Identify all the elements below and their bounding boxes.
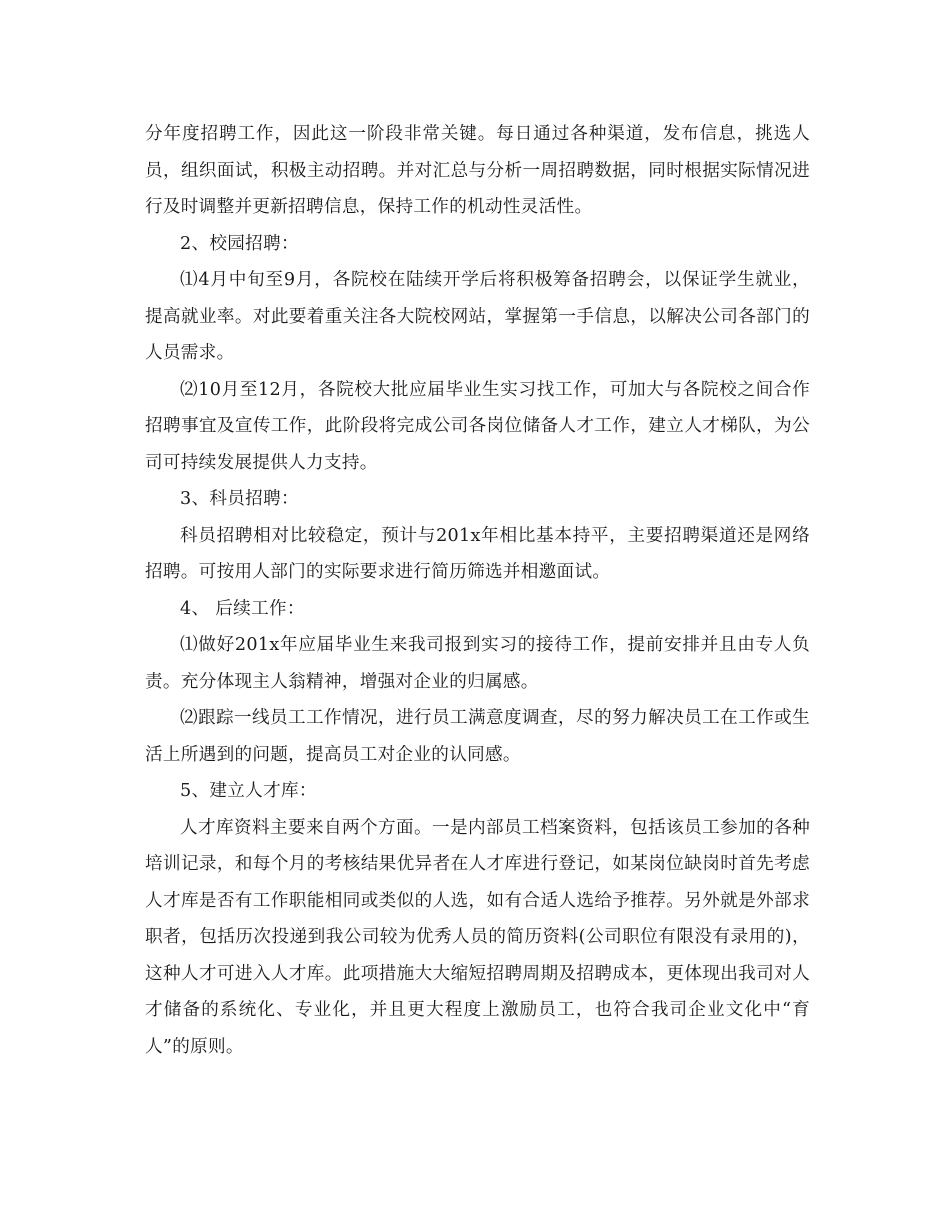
document-body xyxy=(145,116,810,1065)
heading-clerk-recruitment: 3、科员招聘： xyxy=(180,489,299,509)
paragraph-talent-pool: 人才库资料主要来自两个方面。一是内部员工档案资料，包括该员工参加的各种培训记录，和每个月的考核结果优异者在人才库进行登记，如某岗位缺岗时首先考虑人才库是否有工作职能相同或类似的人选，如有合适人选给予推荐。另外就是外部求职者，包括历次投递到我公司较为优秀人员的简历资料(公司职位有限没有录用的)，这种人才可进入人才库。此项措施大大缩短招聘周期及招聘成本，更体现出我司对人才储备的系统化、专业化，并且更大程度上激励员工，也符合我司企业文化中“育人”的原则。 xyxy=(145,817,810,1057)
paragraph-campus-item-2: ⑵10月至12月，各院校大批应届毕业生实习找工作，可加大与各院校之间合作招聘事宜及宣传工作，此阶段将完成公司各岗位储备人才工作，建立人才梯队，为公司可持续发展提供人力支持。 xyxy=(145,379,810,473)
paragraph-clerk-recruitment: 科员招聘相对比较稳定，预计与201x年相比基本持平，主要招聘渠道还是网络招聘。可按用人部门的实际要求进行简历筛选并相邀面试。 xyxy=(145,525,810,582)
paragraph-campus-item-1: ⑴4月中旬至9月，各院校在陆续开学后将积极筹备招聘会，以保证学生就业，提高就业率。对此要着重关注各大院校网站，掌握第一手信息，以解决公司各部门的人员需求。 xyxy=(145,270,810,363)
paragraph-intro-continuation: 分年度招聘工作，因此这一阶段非常关键。每日通过各种渠道，发布信息，挑选人员，组织面试，积极主动招聘。并对汇总与分析一周招聘数据，同时根据实际情况进行及时调整并更新招聘信息，保持工作的机动性灵活性。 xyxy=(145,124,810,217)
heading-campus-recruitment: 2、校园招聘： xyxy=(180,233,299,254)
heading-talent-pool: 5、建立人才库： xyxy=(180,781,317,801)
heading-follow-up-work: 4、 后续工作： xyxy=(180,598,305,619)
paragraph-follow-up-item-1: ⑴做好201x年应届毕业生来我司报到实习的接待工作，提前安排并且由专人负责。充分体现主人翁精神，增强对企业的归属感。 xyxy=(145,635,810,692)
paragraph-follow-up-item-2: ⑵跟踪一线员工工作情况，进行员工满意度调查，尽的努力解决员工在工作或生活上所遇到的问题，提高员工对企业的认同感。 xyxy=(145,708,810,765)
